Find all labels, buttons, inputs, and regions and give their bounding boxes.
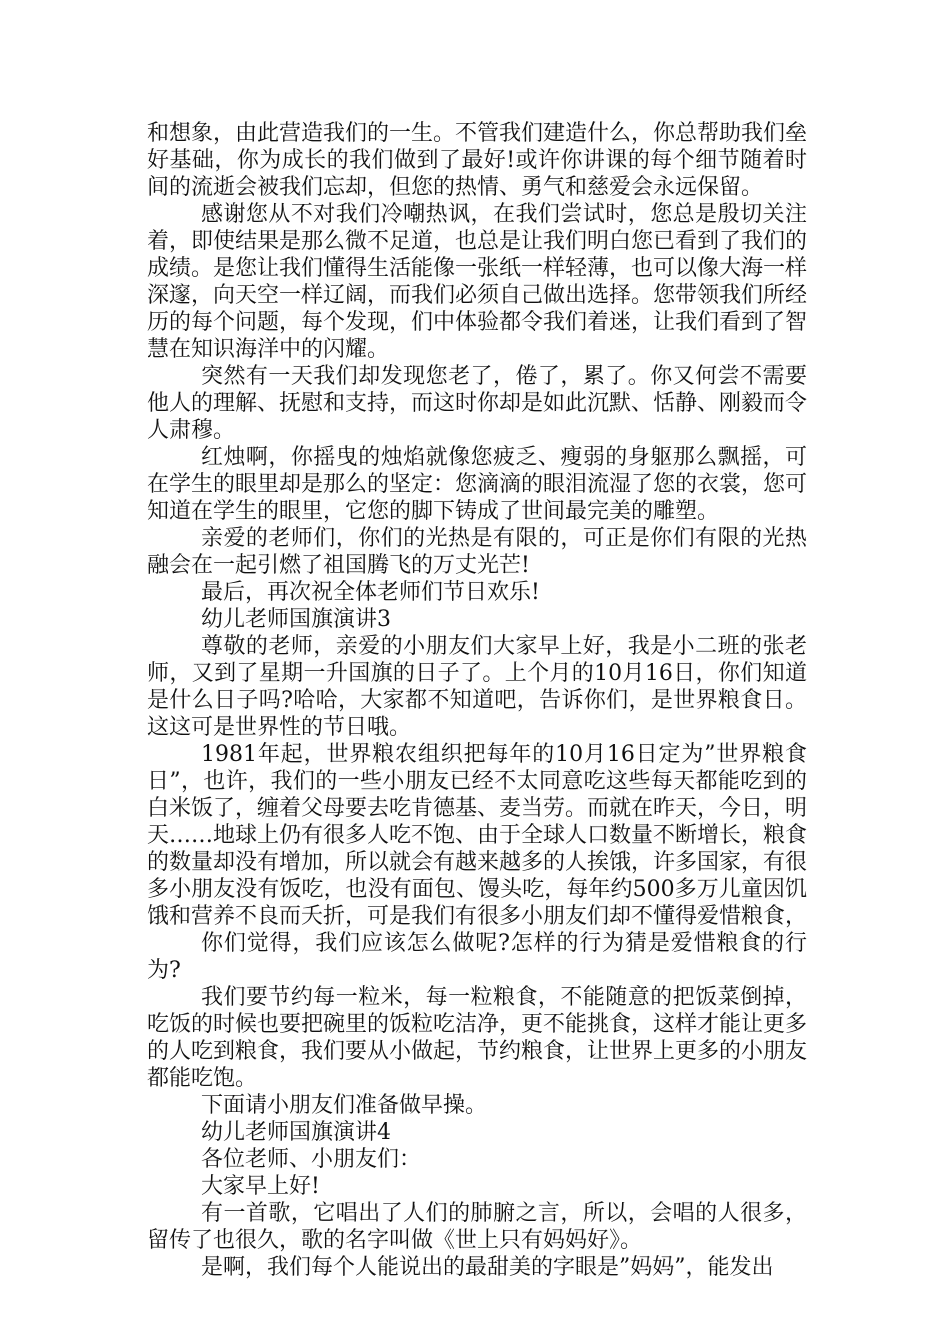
- paragraph: 你们觉得，我们应该怎么做呢?怎样的行为猜是爱惜粮食的行为?: [147, 931, 807, 983]
- paragraph: 尊敬的老师，亲爱的小朋友们大家早上好，我是小二班的张老师，又到了星期一升国旗的日子了。上个月的10月16日，你们知道是什么日子吗?哈哈，大家都不知道吧，告诉你们，是世界粮食日。这这可是世界性的节日哦。: [147, 634, 807, 740]
- paragraph: 1981年起，世界粮农组织把每年的10月16日定为”世界粮食日”，也许，我们的一些小朋友已经不太同意吃这些每天都能吃到的白米饭了，缠着父母要去吃肯德基、麦当劳。而就在昨天，今日，明天……地球上仍有很多人吃不饱、由于全球人口数量不断增长，粮食的数量却没有增加，所以就会有越来越多的人挨饿，许多国家，有很多小朋友没有饭吃，也没有面包、馒头吃，每年约500多万儿童因饥饿和营养不良而夭折，可是我们有很多小朋友们却不懂得爱惜粮食，: [147, 742, 808, 929]
- paragraph: 感谢您从不对我们冷嘲热讽，在我们尝试时，您总是殷切关注着，即使结果是那么微不足道，也总是让我们明白您已看到了我们的成绩。是您让我们懂得生活能像一张纸一样轻薄，也可以像大海一样深邃，向天空一样辽阔，而我们必须自己做出选择。您带领我们所经历的每个问题，每个发现，们中体验都令我们着迷，让我们看到了智慧在知识海洋中的闪耀。: [147, 202, 808, 362]
- paragraph: 红烛啊，你摇曳的烛焰就像您疲乏、瘦弱的身躯那么飘摇，可在学生的眼里却是那么的坚定：您滴滴的眼泪流湿了您的衣裳，您可知道在学生的眼里，它您的脚下铸成了世间最完美的雕塑。: [147, 445, 808, 524]
- paragraph: 是啊，我们每个人能说出的最甜美的字眼是”妈妈”，能发出: [201, 1255, 774, 1280]
- section-heading: 幼儿老师国旗演讲4: [201, 1120, 391, 1145]
- document-page: [147, 120, 807, 1281]
- greeting: 大家早上好!: [201, 1174, 320, 1199]
- paragraph: 最后，再次祝全体老师们节日欢乐!: [201, 580, 540, 605]
- section-heading: 幼儿老师国旗演讲3: [201, 607, 391, 632]
- paragraph: 有一首歌，它唱出了人们的肺腑之言，所以，会唱的人很多，留传了也很久，歌的名字叫做《世上只有妈妈好》。: [147, 1201, 807, 1253]
- paragraph: 我们要节约每一粒米，每一粒粮食，不能随意的把饭菜倒掉，吃饭的时候也要把碗里的饭粒吃洁净，更不能挑食，这样才能让更多的人吃到粮食，我们要从小做起，节约粮食，让世界上更多的小朋友都能吃饱。: [147, 985, 808, 1091]
- paragraph: 下面请小朋友们准备做早操。: [201, 1093, 488, 1118]
- greeting: 各位老师、小朋友们：: [201, 1147, 422, 1172]
- paragraph: 亲爱的老师们，你们的光热是有限的，可正是你们有限的光热融会在一起引燃了祖国腾飞的万丈光芒!: [147, 526, 807, 578]
- paragraph: 突然有一天我们却发现您老了，倦了，累了。你又何尝不需要他人的理解、抚慰和支持，而这时你却是如此沉默、恬静、刚毅而令人肃穆。: [147, 364, 808, 443]
- paragraph: 和想象，由此营造我们的一生。不管我们建造什么，你总帮助我们垒好基础，你为成长的我们做到了最好!或许你讲课的每个细节随着时间的流逝会被我们忘却，但您的热情、勇气和慈爱会永远保留。: [147, 121, 808, 200]
